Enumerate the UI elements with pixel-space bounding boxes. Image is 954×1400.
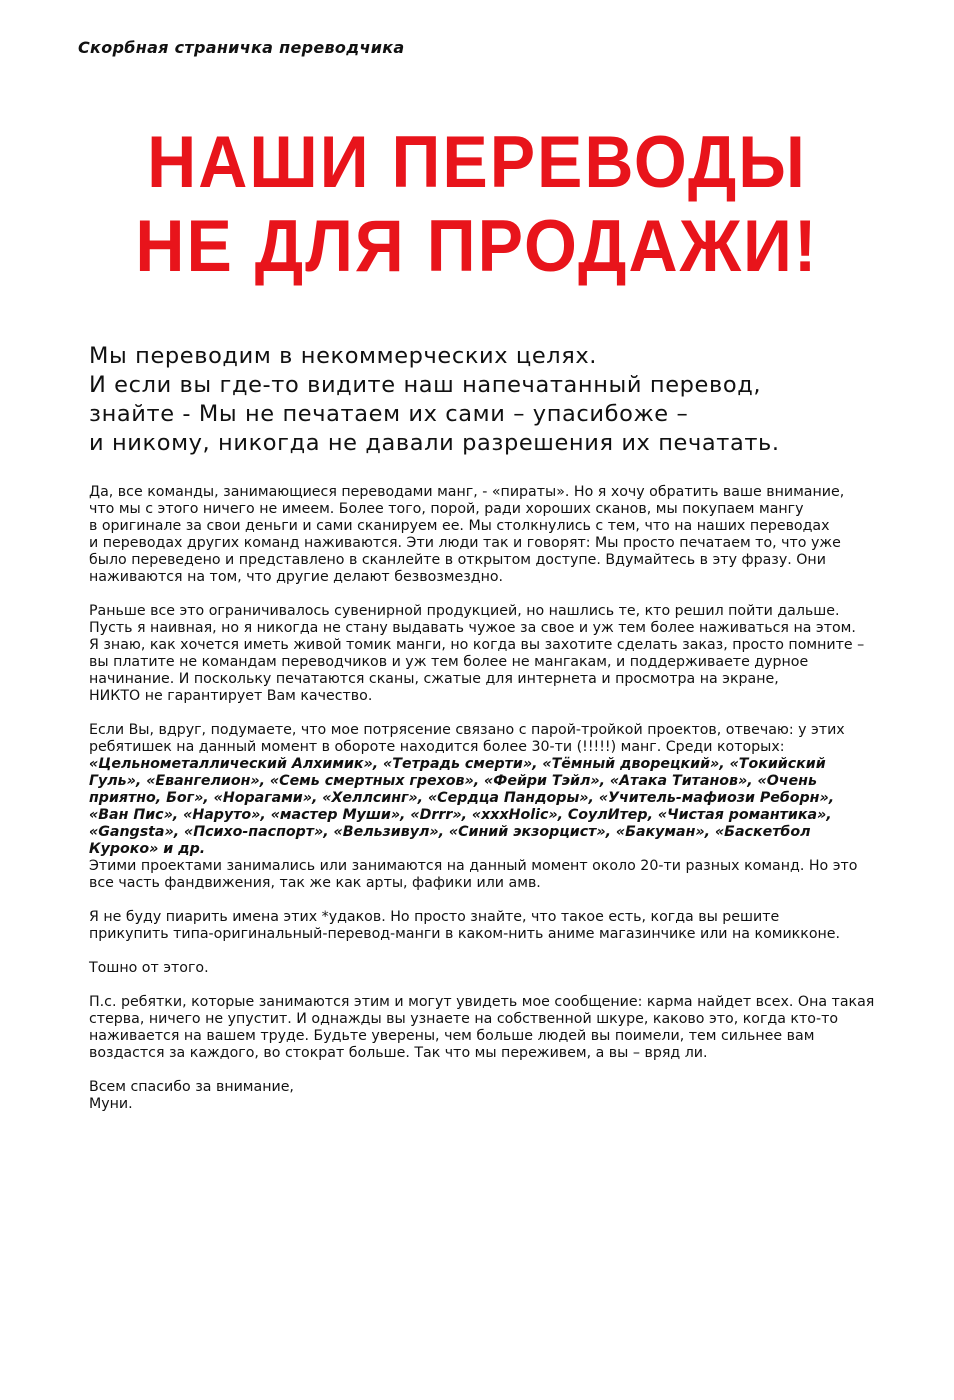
text-line: Пусть я наивная, но я никогда не стану выдавать чужое за свое и уж тем более наживаться на этом.: [89, 620, 856, 636]
text-line: воздастся за каждого, во стократ больше. Так что мы переживем, а вы – вряд ли.: [89, 1045, 708, 1061]
banner-headline: [0, 120, 954, 288]
text-line: наживается на вашем труде. Будьте уверены, чем больше людей вы поимели, тем сильнее вам: [89, 1028, 815, 1044]
signature-name: Муни.: [89, 1096, 133, 1112]
text-line: Раньше все это ограничивалось сувенирной продукцией, но нашлись те, кто решил пойти дальше.: [89, 603, 840, 619]
text-line: Я знаю, как хочется иметь живой томик манги, но когда вы захотите сделать заказ, просто помните –: [89, 637, 865, 653]
paragraph-gap: [89, 892, 889, 909]
text-line: Тошно от этого.: [89, 960, 209, 976]
manga-titles-line: «Gangsta», «Психо-паспорт», «Вельзивул», «Синий экзорцист», «Бакуман», «Баскетбол: [89, 824, 811, 840]
banner-line-2: НЕ ДЛЯ ПРОДАЖИ!: [135, 204, 819, 288]
manga-titles-line: приятно, Бог», «Норагами», «Хеллсинг», «Сердца Пандоры», «Учитель-мафиози Реборн»,: [89, 790, 835, 806]
lead-line: Мы переводим в некоммерческих целях.: [89, 343, 598, 369]
lead-line: знайте - Мы не печатаем их сами – упасибоже –: [89, 401, 689, 427]
signature: [89, 1079, 889, 1113]
text-line: Да, все команды, занимающиеся переводами манг, - «пираты». Но я хочу обратить ваше внимание,: [89, 484, 845, 500]
text-line: ребятишек на данный момент в обороте находится более 30-ти (!!!!!) манг. Среди которых:: [89, 739, 785, 755]
manga-titles-line: Гуль», «Евангелион», «Семь смертных грехов», «Фейри Тэйл», «Атака Титанов», «Очень: [89, 773, 817, 789]
manga-titles-line: Куроко» и др.: [89, 841, 206, 857]
lead-line: и никому, никогда не давали разрешения их печатать.: [89, 430, 780, 456]
text-line: наживаются на том, что другие делают безвозмездно.: [89, 569, 504, 585]
banner-line-1: НАШИ ПЕРЕВОДЫ: [147, 120, 807, 204]
text-line: в оригинале за свои деньги и сами сканируем ее. Мы столкнулись с тем, что на наших переводах: [89, 518, 830, 534]
paragraph-gap: [89, 977, 889, 994]
paragraph-gap: [89, 943, 889, 960]
paragraph-gap: [89, 705, 889, 722]
text-line: что мы с этого ничего не имеем. Более того, порой, ради хороших сканов, мы покупаем мангу: [89, 501, 804, 517]
paragraph-1: [89, 484, 889, 586]
text-line: Если Вы, вдруг, подумаете, что мое потрясение связано с парой-тройкой проектов, отвечаю: у этих: [89, 722, 845, 738]
paragraph-gap: [89, 586, 889, 603]
lead-line: И если вы где-то видите наш напечатанный перевод,: [89, 372, 762, 398]
paragraph-gap: [89, 1062, 889, 1079]
manga-titles-line: «Цельнометаллический Алхимик», «Тетрадь смерти», «Тёмный дворецкий», «Токийский: [89, 756, 826, 772]
text-line: начинание. И поскольку печатаются сканы, сжатые для интернета и просмотра на экране,: [89, 671, 779, 687]
manga-titles-line: «Ван Пис», «Наруто», «мастер Муши», «Drrr», «xxxHolic», СоулИтер, «Чистая романтика»,: [89, 807, 832, 823]
paragraph-5: [89, 960, 889, 977]
paragraph-2: [89, 603, 889, 705]
text-line: Я не буду пиарить имена этих *удаков. Но просто знайте, что такое есть, когда вы решите: [89, 909, 780, 925]
text-line: П.с. ребятки, которые занимаются этим и могут увидеть мое сообщение: карма найдет всех. Она такая: [89, 994, 875, 1010]
text-line: вы платите не командам переводчиков и уж тем более не мангакам, и поддерживаете дурное: [89, 654, 809, 670]
body-text: [89, 484, 889, 1113]
paragraph-4: [89, 909, 889, 943]
text-line: было переведено и представлено в сканлейте в открытом доступе. Вдумайтесь в эту фразу. Они: [89, 552, 826, 568]
text-line: Этими проектами занимались или занимаются на данный момент около 20-ти разных команд. Но это: [89, 858, 858, 874]
text-line: и переводах других команд наживаются. Эти люди так и говорят: Мы просто печатаем то, что уже: [89, 535, 841, 551]
lead-statement: [89, 342, 889, 458]
text-line: стерва, ничего не упустит. И однажды вы узнаете на собственной шкуре, каково это, когда кто-то: [89, 1011, 839, 1027]
text-line: Всем спасибо за внимание,: [89, 1079, 294, 1095]
text-line: прикупить типа-оригинальный-перевод-манги в каком-нить аниме магазинчике или на комикконе.: [89, 926, 841, 942]
text-line: все часть фандвижения, так же как арты, фафики или амв.: [89, 875, 541, 891]
paragraph-6: [89, 994, 889, 1062]
text-line: НИКТО не гарантирует Вам качество.: [89, 688, 373, 704]
page-header: Скорбная страничка переводчика: [78, 38, 405, 57]
paragraph-3: [89, 722, 889, 892]
